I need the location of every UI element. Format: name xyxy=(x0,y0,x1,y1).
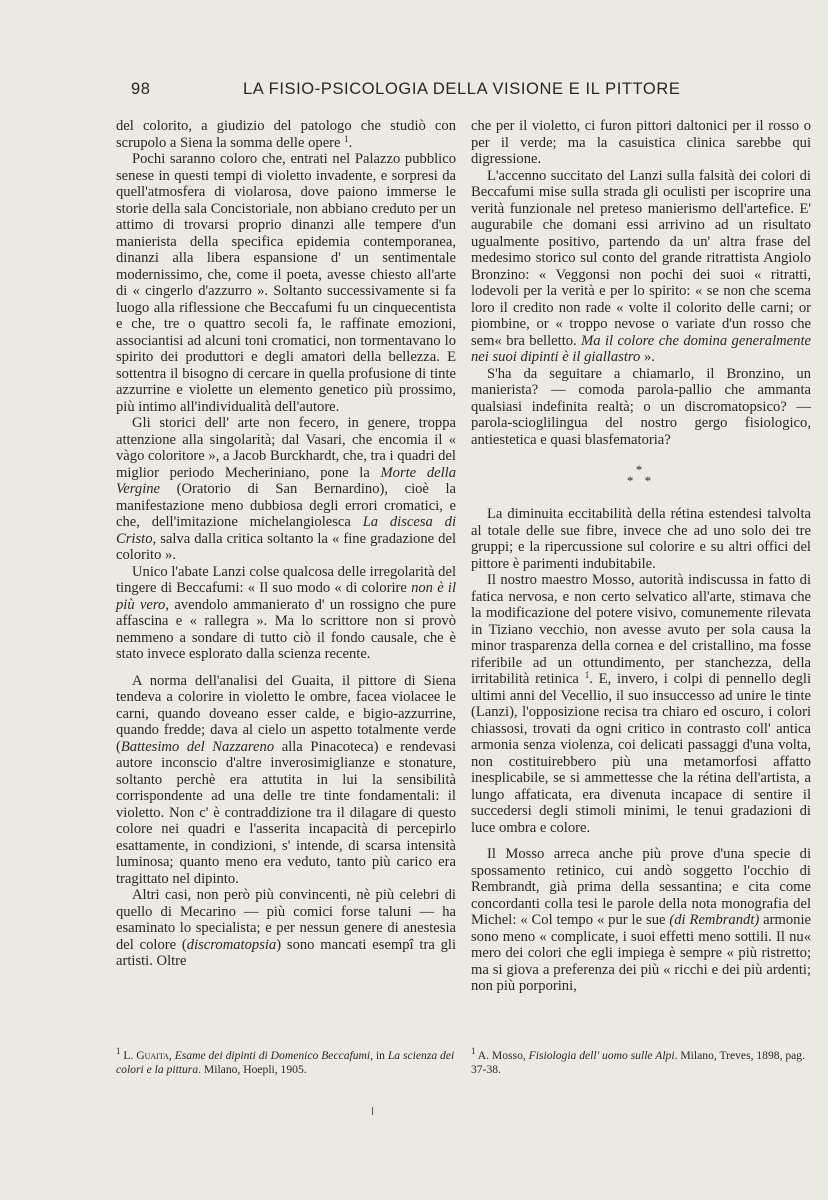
paragraph: La diminuita eccitabilità della rétina estendesi talvolta al totale delle sue fibre, invece che ad uno solo dei tre gruppi; e la ripercussione sul colorire e su altri offici del pittore è parimenti indubitabile. xyxy=(471,506,811,572)
paragraph: Altri casi, non però più convincenti, nè più celebri di quello di Mecarino — più comici forse taluni — ha esaminato lo specialista; e per nessun genere di anestesia del colore (discromatopsia) sono mancati esempî tra gli artisti. Oltre xyxy=(116,887,457,969)
paragraph: Pochi saranno coloro che, entrati nel Palazzo pubblico senese in questi tempi di violetto invadente, e sorpresi da quell'atmosfera di violarosa, dove paiono immerse le storie della sala Concistoriale, non abbiano creduto per un attimo di trovarsi proprio dinanzi alle tempere d'un manierista della specifica epidemia contemporanea, dinanzi alla libera espansione d' un sentimentale modernissimo, che, come il poeta, avesse chiesto all'arte di « cingerlo d'azzurro ». Soltanto successivamente si fa luogo alla riflessione che Beccafumi fu un cinquecentista e che, tre o quattro secoli fa, le raffinate emozioni, associantisi ad alcuni toni cromatici, non tormentavano lo spirito dei produttori e degli amatori della bellezza. E sottentra il bisogno di cercare in quella profusione di tinte azzurrine e violette un elemento genetico più prossimo, più intimo all'individualità dell'autore. xyxy=(116,151,456,415)
left-column xyxy=(116,118,456,970)
paragraph: Il nostro maestro Mosso, autorità indiscussa in fatto di fatica nervosa, e non certo selvatico all'arte, stimava che la modificazione del potere visivo, comunemente rilevata in Tiziano vecchio, non avesse avuto per sola causa la minor trasparenza della cornea e del cristallino, ma fosse riferibile ad un ottundimento, per stanchezza, della irritabilità retinica $^1$. E, invero, i colpi di pennello degli ultimi anni del Vecellio, il suo insuccesso ad unire le tinte (Lanzi), l'opposizione recisa tra chiaro ed oscuro, i colori chiassosi, trovati da ogni critico in contrasto coll' antica armonia senza violenza, coi delicati passaggi d'una volta, non costituirebbero più una metamorfosi affatto inesplicabile, se si ammettesse che la rétina dell'artista, a lungo affaticata, era divenuta incapace di sentire il succedersi degli stimoli minimi, le tenui gradazioni di luce ombra e colore. xyxy=(471,572,812,836)
paragraph: A norma dell'analisi del Guaita, il pittore di Siena tendeva a colorire in violetto le ombre, facea violacee le carni, quando doveano esser calde, e bigio-azzurrine, quando fredde; dava al cielo un aspetto totalmente verde (Battesimo del Nazzareno alla Pinacoteca) e rendevasi autore inconscio d'altre inverosimiglianze e stonature, soltanto perchè era attutita in lui la sensibilità corrispondente ad una delle tre tinte fondamentali: il violetto. Non c' è contraddizione tra il dilagare di questo colore nei quadri e l'asserita incapacità di percepirlo esattamente, in condizioni, s' intende, di scarsa intensità luminosa; quanto meno era veduto, tanto più carico era tragittato nel dipinto. xyxy=(116,672,456,887)
page-header xyxy=(0,80,828,104)
footnote-right: $^1$ A. Mosso, Fisiologia dell' uomo sulle Alpi. Milano, Treves, 1898, pag. 37-38. xyxy=(471,1046,806,1076)
paragraph: Unico l'abate Lanzi colse qualcosa delle irregolarità del tingere di Beccafumi: « Il suo modo « di colorire non è il più vero, avendolo ammanierato d' un rossigno che pure affascina e « rallegra ». Ma lo scrittore non si provò nemmeno a sondare di tutto ciò il fondo causale, che è stato invece esplorato dalla scienza recente. xyxy=(116,563,457,662)
running-head: LA FISIO-PSICOLOGIA DELLA VISIONE E IL PITTORE xyxy=(243,80,681,98)
paragraph: Il Mosso arreca anche più prove d'una specie di spossamento retinico, cui andò soggetto l'occhio di Rembrandt, già prima della sessantina; e cita come concordanti colla tesi le parole della nota monografia del Michel: « Col tempo « pur le sue (di Rembrandt) armonie sono meno « complicate, i suoi effetti meno sottili. Il nu« mero dei colori che egli impiega è sempre « più ristretto; ma si giova a preferenza dei più « ricchi e dei più ardenti; non più porporini, xyxy=(471,846,811,994)
footnote-ref: 1 xyxy=(584,670,590,680)
footnote-left: $^1$ L. Guaita, Esame dei dipinti di Domenico Beccafumi, in La scienza dei colori e la pittura. Milano, Hoepli, 1905. xyxy=(116,1046,455,1076)
right-column xyxy=(471,118,811,995)
section-break-asterism: * * * xyxy=(626,462,656,488)
paragraph: Gli storici dell' arte non fecero, in genere, troppa attenzione alla singolarità; dal Vasari, che encomia il « vàgo coloritore », a Jacob Burckhardt, che, tra i quadri del miglior periodo Mecheriniano, pone la Morte della Vergine (Oratorio di San Bernardino), cioè la manifestazione meno dubbiosa degli errori cromatici, e che, dell'imitazione michelangiolesca La discesa di Cristo, salva dalla critica soltanto la « fine gradazione del colorito ». xyxy=(116,415,456,563)
paragraph: S'ha da seguitare a chiamarlo, il Bronzino, un manierista? — comoda parola-pallio che ammanta qualsiasi indefinita realtà; o un discromatopsico? — parola-scioglilingua del nostro gergo fisiologico, antiestetica e quasi blasfematoria? xyxy=(471,365,811,448)
paragraph: L'accenno succitato del Lanzi sulla falsità dei colori di Beccafumi mise sulla strada gli oculisti per iscoprire una verità funzionale nel preteso manierismo dell'artefice. E' augurabile che domani essi arrivino ad un risultato ugualmente positivo, partendo da un' altra frase del medesimo storico sul conto del grande ritrattista Angiolo Bronzino: « Veggonsi non pochi dei suoi « ritratti, lodevoli per la verità e per lo spirito: « se non che scema loro il credito non rade « volte il colorito delle carni; or piombine, or « troppo nevose o variate d'un rosso che sem« bra belletto. Ma il colore che domina generalmente nei suoi dipinti è il giallastro ». xyxy=(471,167,811,365)
paragraph: del colorito, a giudizio del patologo che studiò con scrupolo a Siena la somma delle opere $^1$. xyxy=(116,118,456,151)
paragraph: che per il violetto, ci furon pittori daltonici per il rosso o per il verde; ma la casuistica clinica sarebbe qui digressione. xyxy=(471,118,811,167)
footnote-ref: 1 xyxy=(344,133,349,144)
page-number: 98 xyxy=(131,80,151,98)
printer-mark xyxy=(372,1107,373,1115)
